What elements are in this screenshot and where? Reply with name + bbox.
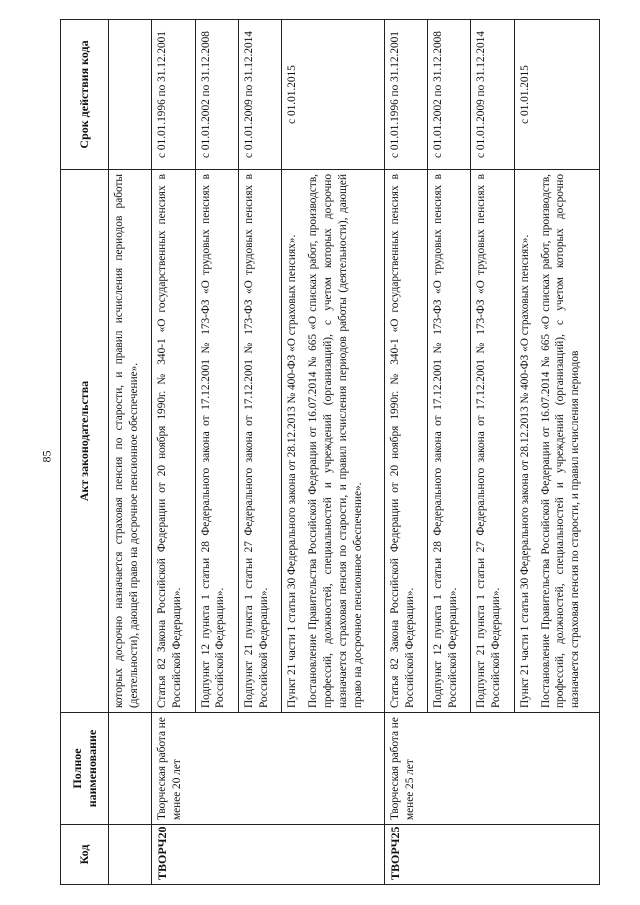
rotated-page — [60, 20, 600, 885]
table-row — [384, 20, 427, 885]
act-paragraph: Статья 82 Закона Российской Федерации от 20 ноября 1990г. № 340-1 «О государственных пенсиях в Российской Федерации». — [388, 174, 416, 708]
header-code: Код — [61, 825, 109, 885]
term-cell: с 01.01.2009 по 31.12.2014 — [238, 20, 281, 170]
act-paragraph: Подпункт 12 пункта 1 статьи 28 Федерального закона от 17.12.2001 № 173-ФЗ «О трудовых пенсиях в Российской Федерации». — [432, 174, 459, 708]
table-row — [152, 20, 195, 885]
act-paragraph: Пункт 21 части 1 статьи 30 Федерального закона от 28.12.2013 № 400-ФЗ «О страховых пенсиях». — [518, 234, 531, 708]
page-number: 85 — [39, 450, 54, 463]
name-cell: Творческая работа не менее 20 лет — [152, 713, 385, 825]
act-cell — [195, 170, 238, 713]
act-paragraph: Подпункт 21 пункта 1 статьи 27 Федерального закона от 17.12.2001 № 173-ФЗ «О трудовых пенсиях в Российской Федерации». — [242, 174, 270, 708]
act-cell — [471, 170, 514, 713]
code-cell: ТВОРЧ20 — [152, 825, 385, 885]
act-paragraph: Подпункт 21 пункта 1 статьи 27 Федерального закона от 17.12.2001 № 173-ФЗ «О трудовых пенсиях в Российской Федерации». — [475, 174, 503, 708]
act-cell — [152, 170, 195, 713]
codes-table — [60, 19, 600, 885]
act-paragraph: Статья 82 Закона Российской Федерации от 20 ноября 1990г. № 340-1 «О государственных пенсиях в Российской Федерации». — [156, 174, 184, 708]
act-paragraph: Постановление Правительства Российской Федерации от 16.07.2014 № 665 «О списках работ, производств, профессий, должностей, специальностей и учреждений (организаций), с учетом которых досрочно назначается страховая пенсия по старости, и правил исчисления периодов — [539, 174, 582, 708]
term-cell: с 01.01.1996 по 31.12.2001 — [152, 20, 195, 170]
act-paragraph: Постановление Правительства Российской Федерации от 16.07.2014 № 665 «О списках работ, производств, профессий, должностей, специальностей и учреждений (организаций), с учетом которых досрочно назначается страховая пенсия по старости, и правил исчисления периодов работы (деятельности), дающей право на досрочное пенсионное обеспечение». — [306, 174, 364, 708]
act-cell — [238, 170, 281, 713]
term-cell: с 01.01.2015 — [282, 20, 385, 170]
table-row — [109, 20, 152, 885]
act-cell — [384, 170, 427, 713]
term-cell: с 01.01.2009 по 31.12.2014 — [471, 20, 514, 170]
term-cell — [109, 20, 152, 170]
header-full-name: Полное наименование — [61, 713, 109, 825]
act-paragraph: Пункт 21 части 1 статьи 30 Федерального закона от 28.12.2013 № 400-ФЗ «О страховых пенсиях». — [286, 234, 298, 708]
act-cell — [282, 170, 385, 713]
code-cell: ТВОРЧ25 — [384, 825, 599, 885]
act-cell — [514, 170, 599, 713]
term-cell: с 01.01.2002 по 31.12.2008 — [195, 20, 238, 170]
code-cell — [109, 825, 152, 885]
header-row — [61, 20, 109, 885]
term-cell: с 01.01.2015 — [514, 20, 599, 170]
term-cell: с 01.01.1996 по 31.12.2001 — [384, 20, 427, 170]
act-cell — [428, 170, 471, 713]
name-cell: Творческая работа не менее 25 лет — [384, 713, 599, 825]
act-cell: которых досрочно назначается страховая пенсия по старости, и правил исчисления периодов работы (деятельности), дающей право на досрочное пенсионное обеспечение». — [109, 170, 152, 713]
header-act: Акт законодательства — [61, 170, 109, 713]
name-cell — [109, 713, 152, 825]
term-cell: с 01.01.2002 по 31.12.2008 — [428, 20, 471, 170]
act-paragraph: Подпункт 12 пункта 1 статьи 28 Федерального закона от 17.12.2001 № 173-ФЗ «О трудовых пенсиях в Российской Федерации». — [199, 174, 227, 708]
header-term: Срок действия кода — [61, 20, 109, 170]
